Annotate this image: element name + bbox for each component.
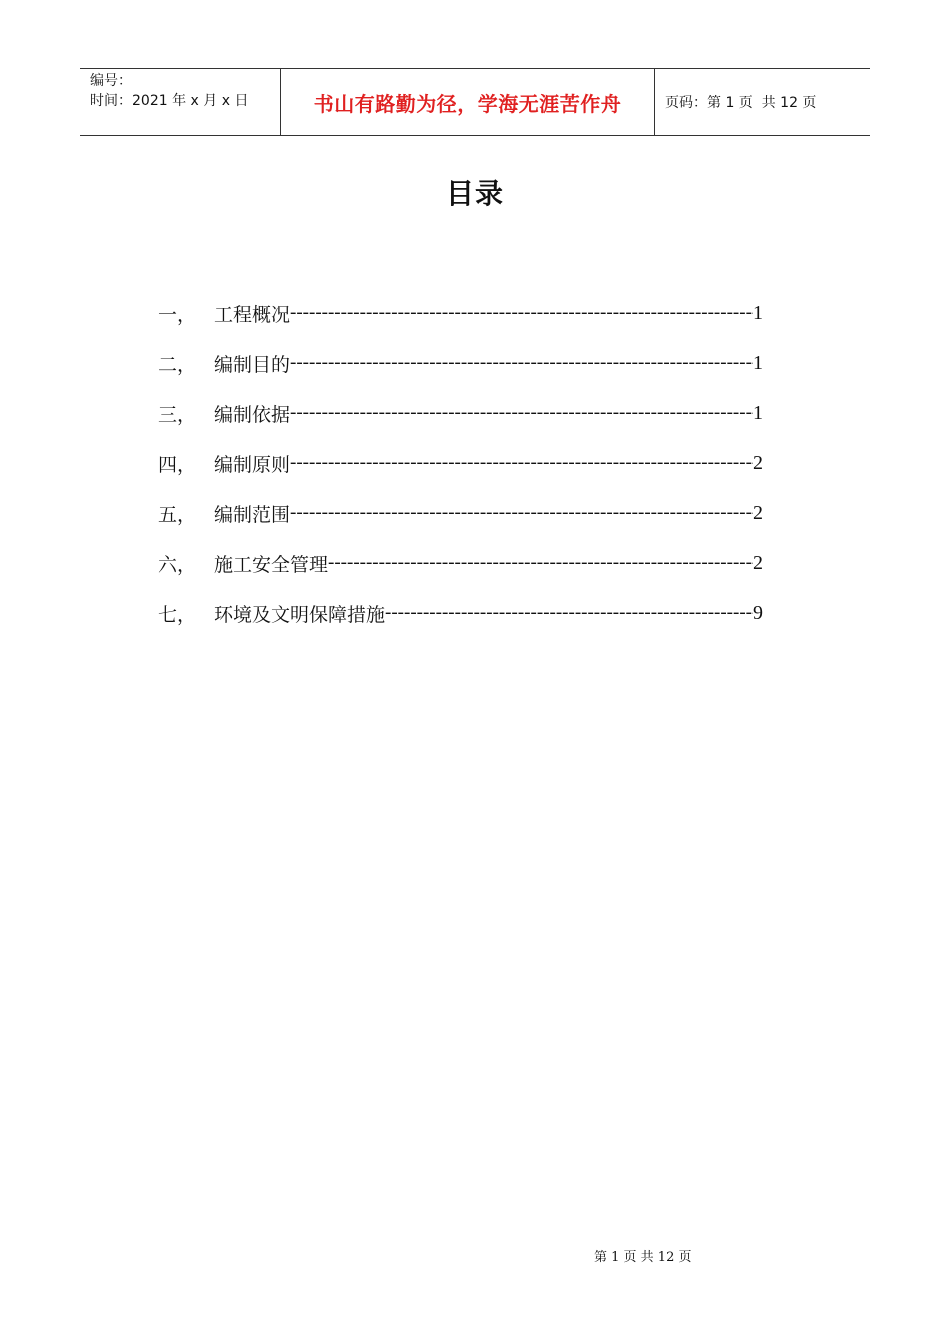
toc-entry-number: 六， bbox=[158, 553, 197, 576]
toc-entry[interactable] bbox=[158, 388, 763, 438]
toc-entry-page: 1 bbox=[753, 351, 763, 374]
header-meta-cell bbox=[80, 69, 281, 135]
page-footer: 第 1 页 共 12 页 bbox=[594, 1250, 692, 1265]
toc-entry-page: 9 bbox=[753, 601, 763, 624]
toc-entry[interactable] bbox=[158, 438, 763, 488]
toc-entry[interactable] bbox=[158, 338, 763, 388]
toc-entry-page: 2 bbox=[753, 451, 763, 474]
toc-entry[interactable] bbox=[158, 538, 763, 588]
toc-entry-page: 1 bbox=[753, 401, 763, 424]
toc-dot-leader bbox=[290, 402, 753, 424]
toc-dot-leader bbox=[385, 602, 753, 624]
toc-entry[interactable] bbox=[158, 488, 763, 538]
toc-entry-title: 编制范围 bbox=[214, 503, 291, 526]
toc-entry-number: 一， bbox=[158, 303, 197, 326]
header-page-info: 页码：第 1 页 共 12 页 bbox=[665, 95, 817, 111]
header-motto: 书山有路勤为径，学海无涯苦作舟 bbox=[281, 69, 655, 135]
toc-entry-number: 五， bbox=[158, 503, 197, 526]
toc-entry-page: 2 bbox=[753, 501, 763, 524]
toc-entry-title: 编制依据 bbox=[214, 403, 291, 426]
toc-entry-title: 施工安全管理 bbox=[214, 553, 329, 576]
toc-entry-page: 2 bbox=[753, 551, 763, 574]
toc-dot-leader bbox=[290, 302, 753, 324]
header-page-info-cell bbox=[655, 69, 870, 135]
toc-entry-title: 编制目的 bbox=[214, 353, 291, 376]
toc-entry-number: 四， bbox=[158, 453, 197, 476]
page-title: 目录 bbox=[445, 177, 504, 210]
toc-entry-number: 七， bbox=[158, 603, 197, 626]
toc-entry-page: 1 bbox=[753, 301, 763, 324]
toc-entry-number: 二， bbox=[158, 353, 197, 376]
toc-entry[interactable] bbox=[158, 288, 763, 338]
toc-entry-title: 工程概况 bbox=[214, 303, 291, 326]
toc-dot-leader bbox=[290, 502, 753, 524]
toc-dot-leader bbox=[290, 352, 753, 374]
toc-dot-leader bbox=[290, 452, 753, 474]
toc-entry-number: 三， bbox=[158, 403, 197, 426]
document-time-label: 时间：2021 年 x 月 x 日 bbox=[90, 93, 249, 109]
toc-dot-leader bbox=[328, 552, 753, 574]
document-header bbox=[80, 68, 870, 136]
toc-entry[interactable] bbox=[158, 588, 763, 638]
document-number-label: 编号： bbox=[90, 73, 132, 89]
toc-entry-title: 编制原则 bbox=[214, 453, 291, 476]
toc-entry-title: 环境及文明保障措施 bbox=[214, 603, 386, 626]
table-of-contents bbox=[158, 288, 763, 638]
